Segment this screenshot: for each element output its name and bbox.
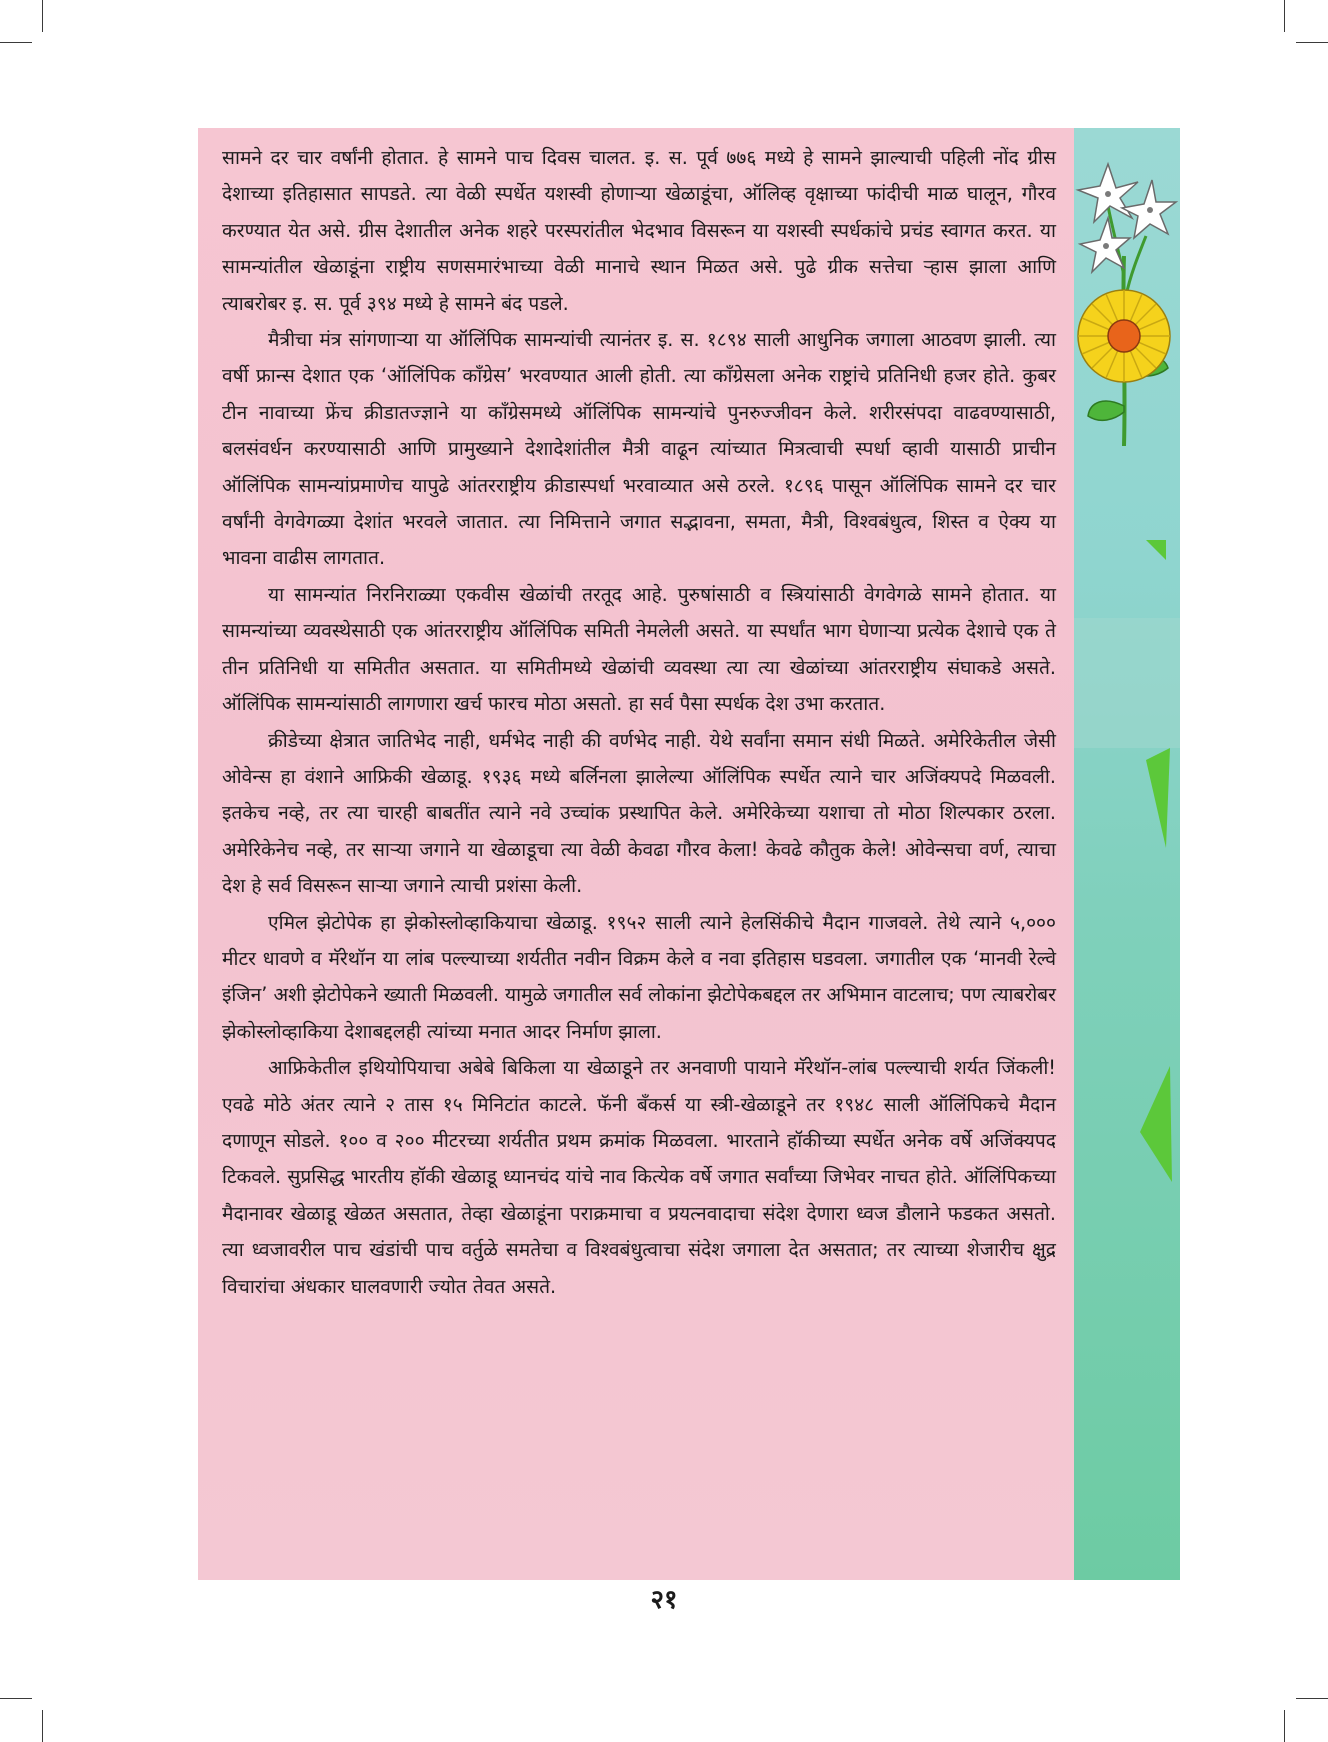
paragraph: क्रीडेच्या क्षेत्रात जातिभेद नाही, धर्मभेद नाही की वर्णभेद नाही. येथे सर्वांना समान संधी मिळते. अमेरिकेतील जेसी ओवेन्स हा वंशाने आफ्रिकी खेळाडू. १९३६ मध्ये बर्लिनला झालेल्या ऑलिंपिक स्पर्धेत त्याने चार अजिंक्यपदे मिळवली. इतकेच नव्हे, तर त्या चारही बाबतींत त्याने नवे उच्चांक प्रस्थापित केले. अमेरिकेच्या यशाचा तो मोठा शिल्पकार ठरला. अमेरिकेनेच नव्हे, तर साऱ्या जगाने या खेळाडूचा त्या वेळी केवढा गौरव केला! केवढे कौतुक केले! ओवेन्सचा वर्ण, त्याचा देश हे सर्व विसरून साऱ्या जगाने त्याची प्रशंसा केली. — [222, 728, 1056, 898]
crop-mark-bottom-right-h — [1296, 1698, 1328, 1699]
crop-mark-bottom-left-h — [0, 1698, 32, 1699]
page-number: २१ — [650, 1585, 678, 1615]
crop-mark-top-right-v — [1284, 0, 1285, 32]
green-triangle-icon — [1146, 748, 1170, 848]
flower-bouquet-icon — [1068, 146, 1180, 466]
paragraph: या सामन्यांत निरनिराळ्या एकवीस खेळांची तरतूद आहे. पुरुषांसाठी व स्त्रियांसाठी वेगवेगळे सामने होतात. या सामन्यांच्या व्यवस्थेसाठी एक आंतरराष्ट्रीय ऑलिंपिक समिती नेमलेली असते. या स्पर्धांत भाग घेणाऱ्या प्रत्येक देशाचे एक ते तीन प्रतिनिधी या समितीत असतात. या समितीमध्ये खेळांची व्यवस्था त्या त्या खेळांच्या आंतरराष्ट्रीय संघाकडे असते. ऑलिंपिक सामन्यांसाठी लागणारा खर्च फारच मोठा असतो. हा सर्व पैसा स्पर्धक देश उभा करतात. — [222, 582, 1056, 716]
crop-mark-bottom-left-v — [42, 1710, 43, 1742]
green-triangle-icon — [1146, 540, 1166, 560]
crop-mark-top-right-h — [1296, 42, 1328, 43]
article-body — [222, 140, 1056, 1305]
crop-mark-bottom-right-v — [1284, 1710, 1285, 1742]
paragraph: सामने दर चार वर्षांनी होतात. हे सामने पाच दिवस चालत. इ. स. पूर्व ७७६ मध्ये हे सामने झाल्याची पहिली नोंद ग्रीस देशाच्या इतिहासात सापडते. त्या वेळी स्पर्धेत यशस्वी होणाऱ्या खेळाडूंचा, ऑलिव्ह वृक्षाच्या फांदीची माळ घालून, गौरव करण्यात येत असे. ग्रीस देशातील अनेक शहरे परस्परांतील भेदभाव विसरून या यशस्वी स्पर्धकांचे प्रचंड स्वागत करत. या सामन्यांतील खेळाडूंना राष्ट्रीय सणसमारंभाच्या वेळी मानाचे स्थान मिळत असे. पुढे ग्रीक सत्तेचा ऱ्हास झाला आणि त्याबरोबर इ. स. पूर्व ३९४ मध्ये हे सामने बंद पडले. — [222, 146, 1056, 315]
paragraph: एमिल झेटोपेक हा झेकोस्लोव्हाकियाचा खेळाडू. १९५२ साली त्याने हेलसिंकीचे मैदान गाजवले. तेथे त्याने ५,००० मीटर धावणे व मॅरेथॉन या लांब पल्ल्याच्या शर्यतीत नवीन विक्रम केले व नवा इतिहास घडवला. जगातील एक ‘मानवी रेल्वे इंजिन’ अशी झेटोपेकने ख्याती मिळवली. यामुळे जगातील सर्व लोकांना झेटोपेकबद्दल तर अभिमान वाटलाच; पण त्याबरोबर झेकोस्लोव्हाकिया देशाबद्दलही त्यांच्या मनात आदर निर्माण झाला. — [222, 910, 1056, 1043]
paragraph: आफ्रिकेतील इथियोपियाचा अबेबे बिकिला या खेळाडूने तर अनवाणी पायाने मॅरेथॉन-लांब पल्ल्याची शर्यत जिंकली! एवढे मोठे अंतर त्याने २ तास १५ मिनिटांत काटले. फॅनी बँकर्स या स्त्री-खेळाडूने तर १९४८ साली ऑलिंपिकचे मैदान दणाणून सोडले. १०० व २०० मीटरच्या शर्यतीत प्रथम क्रमांक मिळवला. भारताने हॉकीच्या स्पर्धेत अनेक वर्षे अजिंक्यपद टिकवले. सुप्रसिद्ध भारतीय हॉकी खेळाडू ध्यानचंद यांचे नाव कित्येक वर्षे जगात सर्वांच्या जिभेवर नाचत होते. ऑलिंपिकच्या मैदानावर खेळाडू खेळत असतात, तेव्हा खेळाडूंना पराक्रमाचा व प्रयत्नवादाचा संदेश देणारा ध्वज डौलाने फडकत असतो. त्या ध्वजावरील पाच खंडांची पाच वर्तुळे समतेचा व विश्वबंधुत्वाचा संदेश जगाला देत असतात; तर त्याच्या शेजारीच क्षुद्र विचारांचा अंधकार घालवणारी ज्योत तेवत असते. — [222, 1056, 1056, 1298]
paragraph: मैत्रीचा मंत्र सांगणाऱ्या या ऑलिंपिक सामन्यांची त्यानंतर इ. स. १८९४ साली आधुनिक जगाला आठवण झाली. त्या वर्षी फ्रान्स देशात एक ‘ऑलिंपिक काँग्रेस’ भरवण्यात आली होती. त्या काँग्रेसला अनेक राष्ट्रांचे प्रतिनिधी हजर होते. कुबर टीन नावाच्या फ्रेंच क्रीडातज्ज्ञाने या काँग्रेसमध्ये ऑलिंपिक सामन्यांचे पुनरुज्जीवन केले. शरीरसंपदा वाढवण्यासाठी, बलसंवर्धन करण्यासाठी आणि प्रामुख्याने देशादेशांतील मैत्री वाढून त्यांच्यात मित्रत्वाची स्पर्धा व्हावी यासाठी प्राचीन ऑलिंपिक सामन्यांप्रमाणेच यापुढे आंतरराष्ट्रीय क्रीडास्पर्धा भरवाव्यात असे ठरले. १८९६ पासून ऑलिंपिक सामने दर चार वर्षांनी वेगवेगळ्या देशांत भरवले जातात. त्या निमित्ताने जगात सद्भावना, समता, मैत्री, विश्वबंधुत्व, शिस्त व ऐक्य या भावना वाढीस लागतात. — [222, 328, 1056, 570]
green-triangle-icon — [1140, 1066, 1172, 1182]
crop-mark-top-left-h — [0, 42, 32, 43]
crop-mark-top-left-v — [42, 0, 43, 32]
